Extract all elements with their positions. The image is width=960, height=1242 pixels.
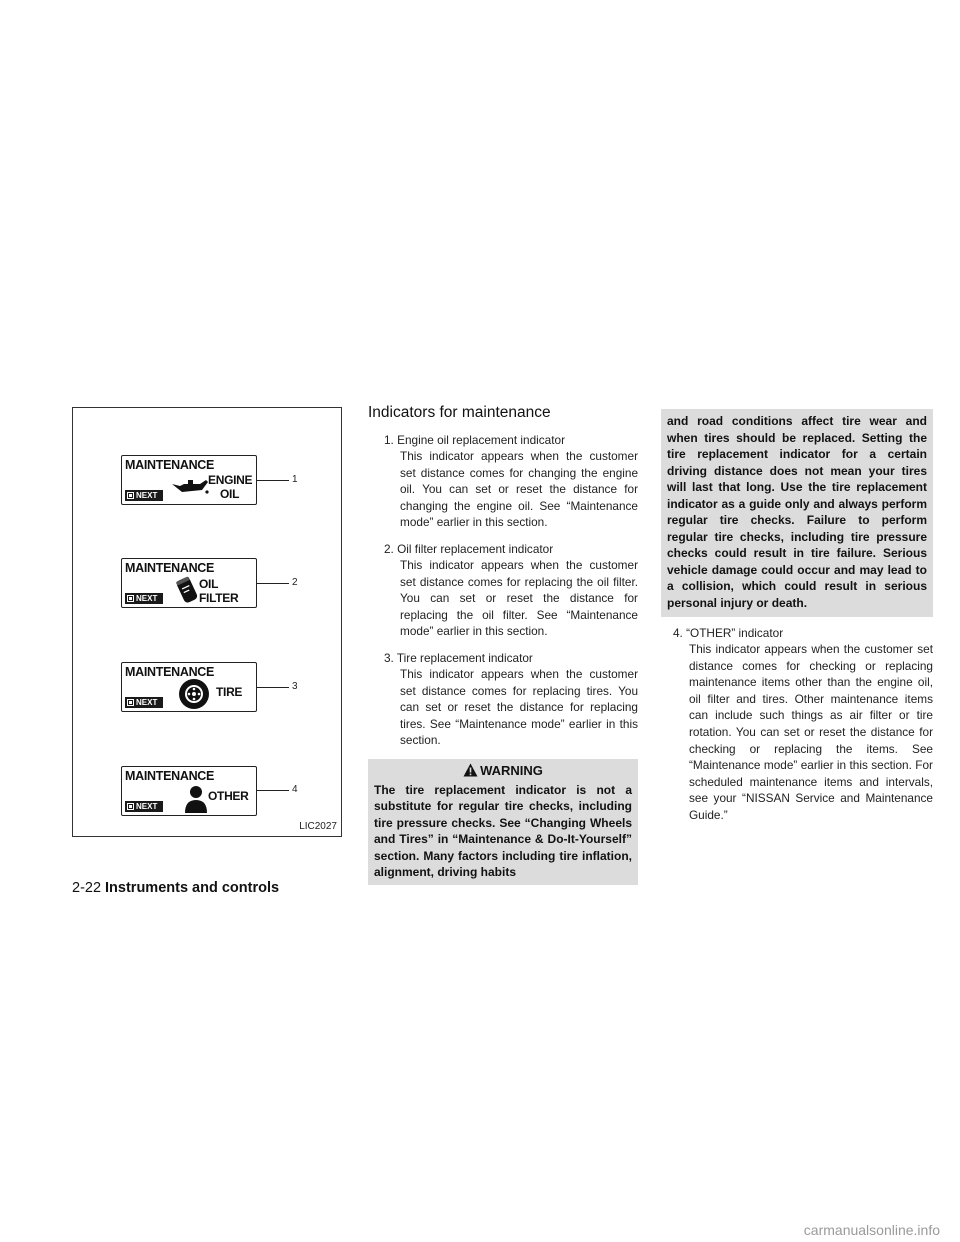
panel-label-line1: OTHER — [208, 789, 249, 803]
other-indicator-panel — [121, 766, 257, 816]
tire-indicator-panel — [121, 662, 257, 712]
item-body: This indicator appears when the customer set distance comes for checking or replacing maintenance items other than the engine oil, oil filter and tires. Other maintenance items can include such things as air filter or tire rotation. You can set or reset the distance for checking or replacing the items. See “Maintenance mode” earlier in this section. For scheduled maintenance items and intervals, see your “NISSAN Service and Maintenance Guide.” — [689, 642, 933, 822]
item-body: This indicator appears when the customer set distance comes for replacing tires. You can set or reset the distance for replacing tires. See “Maintenance mode” earlier in this section. — [400, 666, 638, 748]
warning-triangle-icon — [463, 763, 478, 777]
panel-title: MAINTENANCE — [125, 458, 215, 472]
figure-code: LIC2027 — [299, 821, 337, 832]
chapter-title: Instruments and controls — [105, 880, 280, 896]
item-title: 2. Oil filter replacement indicator — [384, 541, 554, 556]
tire-icon — [178, 678, 210, 710]
next-icon — [127, 492, 134, 499]
oil-filter-icon — [174, 575, 200, 605]
page-footer — [72, 880, 279, 896]
panel-label-line1: OIL FILTER — [199, 577, 239, 605]
warning-heading: WARNING — [374, 759, 632, 782]
item-title: 3. Tire replacement indicator — [384, 650, 533, 665]
text-column-middle — [368, 404, 638, 885]
next-badge: NEXT — [125, 593, 163, 604]
next-icon — [127, 699, 134, 706]
warning-body-continued: and road conditions affect tire wear and when tires should be replaced. Setting the tire replacement indicator for a certain driving distance does not mean your tires will last that long. Use the tire replacement indicator as a guide only and always perform regular tire checks. Failure to perform regular tire checks, including tire pressure checks could result in tire failure. Serious vehicle damage could occur and may lead to a collision, which could result in serious personal injury or death. — [661, 409, 933, 617]
next-icon — [127, 803, 134, 810]
engine-oil-indicator-panel — [121, 455, 257, 505]
panel-title: MAINTENANCE — [125, 665, 215, 679]
warning-box — [368, 759, 638, 885]
callout-leader — [257, 480, 289, 481]
panel-title: MAINTENANCE — [125, 561, 215, 575]
callout-number: 4 — [292, 784, 298, 795]
panel-label-line1: TIRE — [216, 685, 243, 699]
next-icon — [127, 595, 134, 602]
text-column-right — [661, 409, 933, 834]
next-badge: NEXT — [125, 490, 163, 501]
item-title: 4. “OTHER” indicator — [673, 626, 784, 640]
callout-leader — [257, 583, 289, 584]
maintenance-indicator-figure — [72, 407, 342, 837]
item-body: This indicator appears when the customer set distance comes for changing the engine oil. You can set or reset the distance for changing the engine oil. See “Maintenance mode” earlier in this section. — [400, 449, 638, 530]
list-item — [384, 650, 638, 749]
list-item — [673, 625, 933, 824]
panel-label-line1: ENGINE — [208, 473, 253, 487]
callout-leader — [257, 687, 289, 688]
section-heading: Indicators for maintenance — [368, 404, 551, 421]
callout-number: 1 — [292, 474, 298, 485]
item-body: This indicator appears when the customer set distance comes for replacing the oil filter. You can set or reset the distance for replacing the oil filter. See “Maintenance mode” earlier in this section. — [400, 557, 638, 639]
next-badge: NEXT — [125, 801, 163, 812]
next-badge: NEXT — [125, 697, 163, 708]
page-number: 2-22 — [72, 880, 102, 896]
watermark: carmanualsonline.info — [803, 1222, 940, 1238]
person-icon — [184, 783, 208, 813]
panel-label-line2: OIL — [220, 487, 240, 501]
list-item — [384, 541, 638, 640]
oil-can-icon — [170, 478, 210, 498]
callout-number: 3 — [292, 681, 298, 692]
oil-filter-indicator-panel — [121, 558, 257, 608]
panel-title: MAINTENANCE — [125, 769, 215, 783]
item-title: 1. Engine oil replacement indicator — [384, 433, 565, 447]
warning-body: The tire replacement indicator is not a substitute for regular tire checks, including tire pressure checks. See “Changing Wheels and Tires” in “Maintenance & Do-It-Yourself” section. Many factors including tire inflation, alignment, driving habits — [374, 782, 632, 880]
callout-number: 2 — [292, 577, 298, 588]
list-item — [384, 432, 638, 531]
callout-leader — [257, 790, 289, 791]
